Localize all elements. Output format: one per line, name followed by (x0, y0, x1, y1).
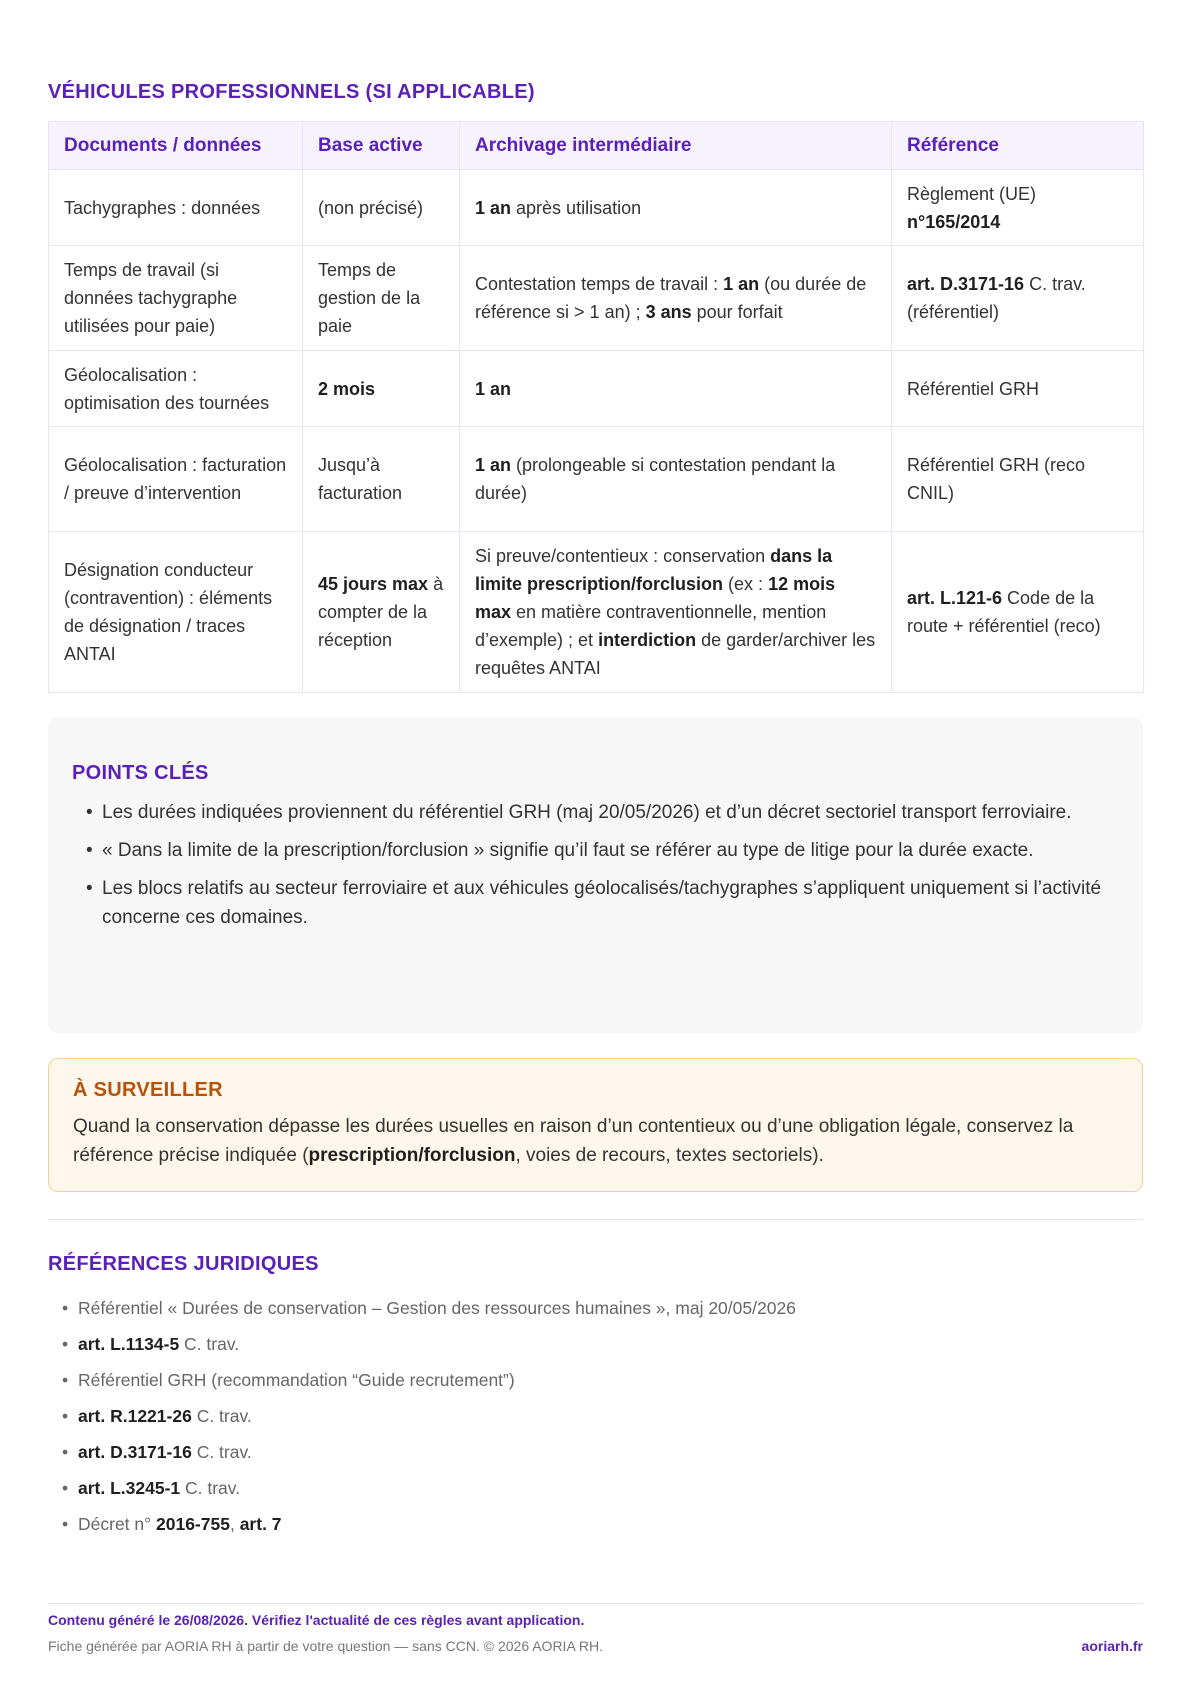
code-name: C. trav. (191, 1406, 252, 1426)
archivage-text: de garder/archiver les requêtes ANTAI (475, 630, 876, 678)
cell-base-active (303, 532, 460, 693)
column-header-documents: Documents / données (49, 122, 303, 170)
column-header-base-active: Base active (303, 122, 460, 170)
bold-duration: 12 mois max (475, 574, 836, 622)
article-number: art. L.3245-1 (78, 1478, 181, 1498)
bold-duration: 1 an (475, 455, 512, 475)
watch-title: À SURVEILLER (73, 1079, 223, 1101)
archivage-text: pour forfait (691, 302, 783, 322)
base-active-text: à compter de la réception (318, 574, 444, 650)
list-item (48, 1506, 796, 1542)
cell-archivage (460, 351, 892, 427)
cell-reference (892, 532, 1144, 693)
archivage-text: après utilisation (511, 197, 642, 218)
bold-duration: 3 ans (645, 302, 692, 322)
reference-bold: n°165/2014 (907, 211, 1001, 232)
cell-document: Géolocalisation : facturation / preuve d’intervention (49, 427, 303, 532)
reference-text: C. trav. (référentiel) (907, 274, 1086, 322)
cell-document: Désignation conducteur (contravention) : éléments de désignation / traces ANTAI (49, 532, 303, 693)
table-row (49, 532, 1144, 693)
cell-base-active: Jusqu’à facturation (303, 427, 460, 532)
archivage-text: (prolongeable si contestation pendant la durée) (475, 455, 836, 503)
list-item (48, 1398, 796, 1434)
cell-archivage (460, 170, 892, 246)
list-item (48, 1434, 796, 1470)
cell-archivage (460, 427, 892, 532)
archivage-text: Contestation temps de travail : (475, 274, 724, 294)
legal-references-title: RÉFÉRENCES JURIDIQUES (48, 1253, 319, 1275)
watch-text-part: Quand la conservation dépasse les durées usuelles en raison d’un contentieux ou d’une obligation légale, conservez la référence précise indiquée ( (73, 1116, 1074, 1166)
cell-base-active: Temps de gestion de la paie (303, 246, 460, 351)
reference-bold: art. D.3171-16 (907, 274, 1025, 294)
list-item (48, 1326, 796, 1362)
code-name: C. trav. (191, 1442, 252, 1462)
reference-text: Code de la route + référentiel (reco) (907, 588, 1101, 636)
list-item: • Référentiel « Durées de conservation – Gestion des ressources humaines », maj 20/05/2026 (48, 1290, 796, 1326)
column-header-reference: Référence (892, 122, 1144, 170)
article-number: art. L.1134-5 (78, 1334, 180, 1354)
legal-references-list (48, 1290, 796, 1542)
code-name: C. trav. (180, 1478, 241, 1498)
bold-duration: 1 an (475, 197, 512, 218)
cell-reference: Référentiel GRH (reco CNIL) (892, 427, 1144, 532)
table-row (49, 170, 1144, 246)
bold-phrase: interdiction (598, 630, 697, 650)
cell-document: Tachygraphes : données (49, 170, 303, 246)
reference-bold: art. L.121-6 (907, 588, 1003, 608)
list-item: • Référentiel GRH (recommandation “Guide recrutement”) (48, 1362, 796, 1398)
list-item: • Les blocs relatifs au secteur ferroviaire et aux véhicules géolocalisés/tachygraphes s’appliquent uniquement si l’activité concerne ces domaines. (72, 874, 1119, 932)
decree-separator: , (229, 1514, 240, 1534)
table-row (49, 246, 1144, 351)
cell-archivage (460, 532, 892, 693)
list-item: • Les durées indiquées proviennent du référentiel GRH (maj 20/05/2026) et d’un décret sectoriel transport ferroviaire. (72, 798, 1119, 827)
cell-archivage (460, 246, 892, 351)
footer-note: Contenu généré le 26/08/2026. Vérifiez l'actualité de ces règles avant application. (48, 1612, 585, 1628)
archivage-text: en matière contraventionnelle, mention d’exemple) ; et (475, 602, 827, 650)
archivage-text: (ex : (723, 574, 769, 594)
list-item (48, 1470, 796, 1506)
footer-brand-link[interactable]: aoriarh.fr (1081, 1638, 1143, 1654)
list-item: • « Dans la limite de la prescription/forclusion » signifie qu’il faut se référer au type de litige pour la durée exacte. (72, 836, 1119, 865)
divider (48, 1219, 1143, 1220)
decree-prefix: Décret n° (78, 1514, 156, 1534)
table-row (49, 351, 1144, 427)
cell-base-active: (non précisé) (303, 170, 460, 246)
watch-text-part: , voies de recours, textes sectoriels). (515, 1145, 824, 1166)
reference-text: Règlement (UE) (907, 183, 1037, 204)
table-row (49, 427, 1144, 532)
footer-credits: Fiche générée par AORIA RH à partir de votre question — sans CCN. © 2026 AORIA RH. (48, 1638, 604, 1654)
column-header-archivage: Archivage intermédiaire (460, 122, 892, 170)
bold-duration: 2 mois (318, 378, 376, 399)
bold-duration: 45 jours max (318, 574, 429, 594)
key-points-title: POINTS CLÉS (72, 762, 209, 784)
code-name: C. trav. (179, 1334, 240, 1354)
key-points-list (72, 798, 1119, 932)
retention-table (48, 121, 1144, 693)
article-number: art. 7 (239, 1514, 282, 1534)
cell-reference: Référentiel GRH (892, 351, 1144, 427)
cell-document: Temps de travail (si données tachygraphe utilisées pour paie) (49, 246, 303, 351)
table-header-row (49, 122, 1144, 170)
watch-text-bold: prescription/forclusion (308, 1145, 516, 1166)
bold-phrase: dans la limite prescription/forclusion (475, 546, 833, 594)
bold-duration: 1 an (475, 378, 512, 399)
watch-box (48, 1058, 1143, 1192)
cell-reference (892, 246, 1144, 351)
footer-divider (48, 1603, 1143, 1604)
document-page (48, 0, 1143, 1684)
archivage-text: Si preuve/contentieux : conservation (475, 546, 771, 566)
section-title: VÉHICULES PROFESSIONNELS (SI APPLICABLE) (48, 81, 535, 103)
decree-number: 2016-755 (156, 1514, 230, 1534)
cell-base-active (303, 351, 460, 427)
archivage-text: (ou durée de référence si > 1 an) ; (475, 274, 867, 322)
bold-duration: 1 an (723, 274, 760, 294)
watch-text (73, 1112, 1118, 1170)
cell-reference (892, 170, 1144, 246)
key-points-box (48, 717, 1143, 1033)
cell-document: Géolocalisation : optimisation des tournées (49, 351, 303, 427)
article-number: art. R.1221-26 (78, 1406, 192, 1426)
article-number: art. D.3171-16 (78, 1442, 192, 1462)
